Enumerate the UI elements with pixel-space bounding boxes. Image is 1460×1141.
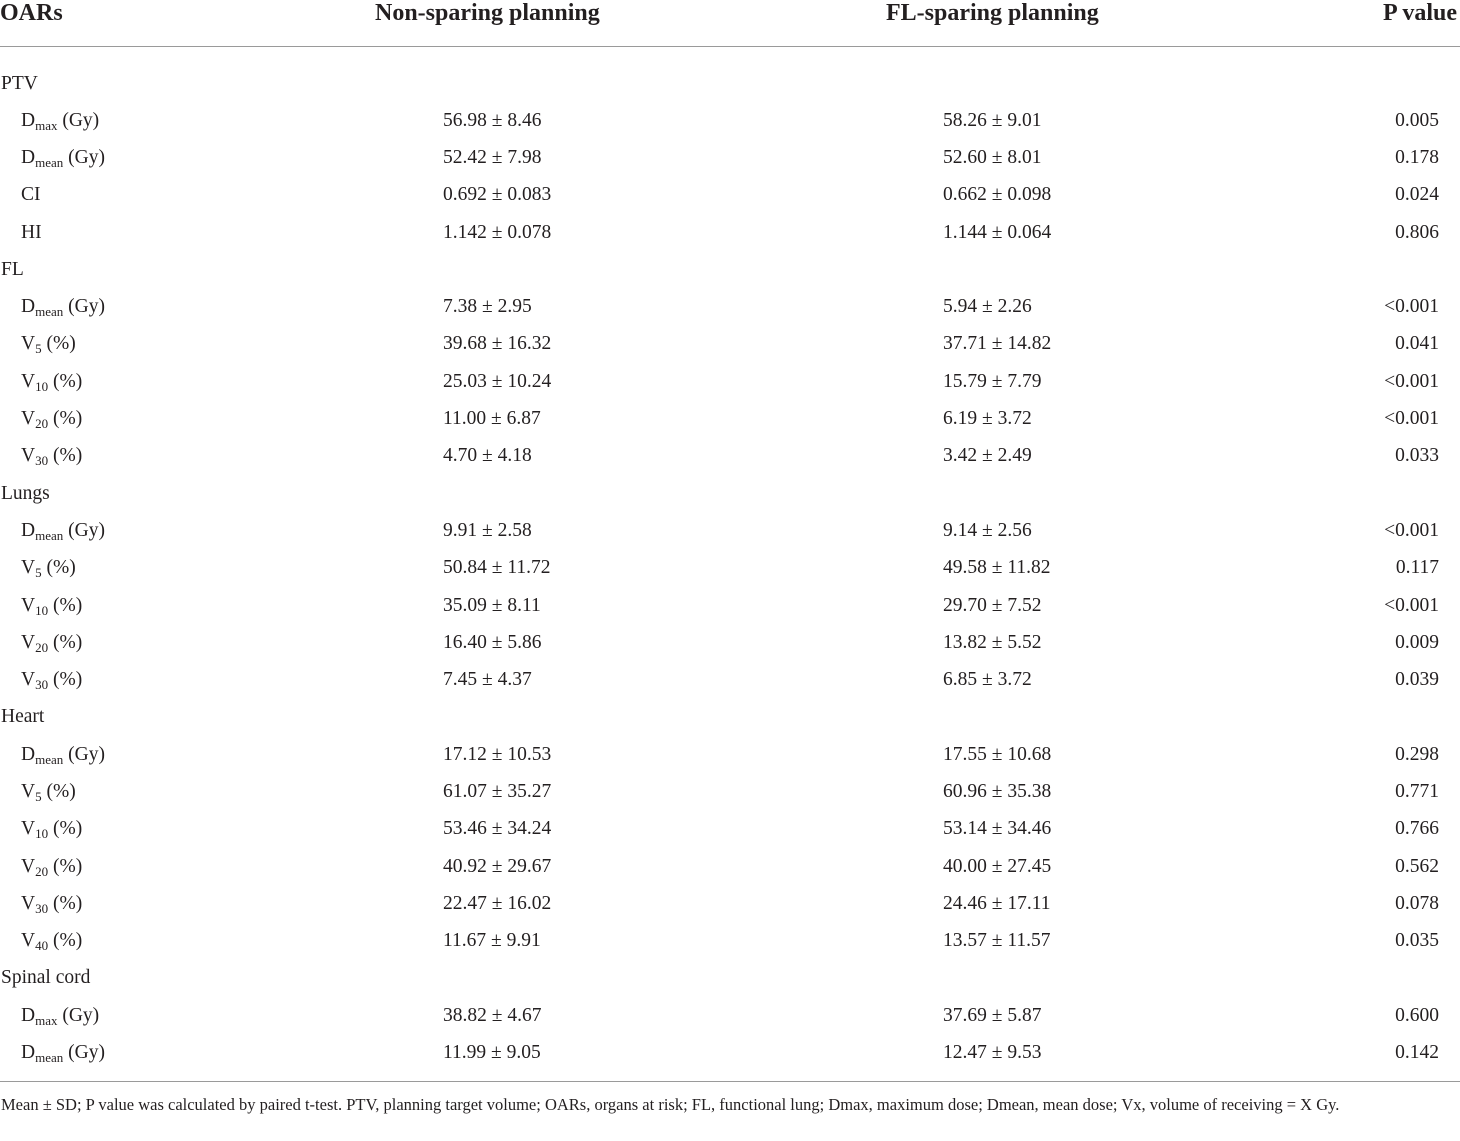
metric-label: CI <box>21 184 41 206</box>
table-row <box>0 550 1460 587</box>
p-value: 0.142 <box>1395 1042 1439 1064</box>
p-value: 0.562 <box>1395 855 1439 877</box>
table-row <box>0 400 1460 437</box>
p-value: 0.005 <box>1395 109 1439 131</box>
fl-sparing-value: 49.58 ± 11.82 <box>943 557 1051 579</box>
table-row <box>0 923 1460 960</box>
non-sparing-value: 16.40 ± 5.86 <box>443 631 542 653</box>
metric-label: $V_{20}$ (%) <box>21 855 83 879</box>
p-value: 0.078 <box>1395 892 1439 914</box>
fl-sparing-value: 3.42 ± 2.49 <box>943 445 1032 467</box>
metric-label: $V_{30}$ (%) <box>21 892 83 916</box>
group-row-fl <box>0 251 1460 288</box>
metric-label: $V_{10}$ (%) <box>21 818 83 842</box>
p-value: 0.806 <box>1395 221 1439 243</box>
non-sparing-value: 7.45 ± 4.37 <box>443 669 532 691</box>
fl-sparing-value: 9.14 ± 2.56 <box>943 519 1032 541</box>
non-sparing-value: 61.07 ± 35.27 <box>443 780 552 802</box>
table-row <box>0 139 1460 176</box>
metric-label: $D_{mean}$ (Gy) <box>21 1042 105 1066</box>
table-row <box>0 214 1460 251</box>
fl-sparing-value: 6.85 ± 3.72 <box>943 669 1032 691</box>
fl-sparing-value: 29.70 ± 7.52 <box>943 594 1042 616</box>
p-value: <0.001 <box>1384 519 1439 541</box>
fl-sparing-value: 6.19 ± 3.72 <box>943 408 1032 430</box>
table-row <box>0 587 1460 624</box>
p-value: 0.766 <box>1395 818 1439 840</box>
fl-sparing-value: 60.96 ± 35.38 <box>943 780 1052 802</box>
metric-label: $D_{max}$ (Gy) <box>21 109 100 133</box>
fl-sparing-value: 53.14 ± 34.46 <box>943 818 1052 840</box>
fl-sparing-value: 13.57 ± 11.57 <box>943 930 1051 952</box>
header-oars: OARs <box>0 0 250 47</box>
table-row <box>0 811 1460 848</box>
p-value: 0.117 <box>1395 557 1439 579</box>
metric-label: $D_{mean}$ (Gy) <box>21 146 105 170</box>
p-value: 0.298 <box>1395 743 1439 765</box>
fl-sparing-value: 17.55 ± 10.68 <box>943 743 1052 765</box>
header-fl-sparing: FL-sparing planning <box>750 0 1250 47</box>
metric-label: $V_{20}$ (%) <box>21 408 83 432</box>
table-row <box>0 288 1460 325</box>
table-row <box>0 848 1460 885</box>
non-sparing-value: 9.91 ± 2.58 <box>443 519 532 541</box>
p-value: <0.001 <box>1384 370 1439 392</box>
metric-label: $D_{max}$ (Gy) <box>21 1004 100 1028</box>
non-sparing-value: 0.692 ± 0.083 <box>443 184 552 206</box>
non-sparing-value: 11.99 ± 9.05 <box>443 1042 541 1064</box>
header-row <box>0 0 1460 47</box>
p-value: 0.024 <box>1395 184 1439 206</box>
table-row <box>0 1034 1460 1071</box>
fl-sparing-value: 12.47 ± 9.53 <box>943 1042 1042 1064</box>
p-value: 0.033 <box>1395 445 1439 467</box>
group-label: PTV <box>1 73 38 94</box>
non-sparing-value: 56.98 ± 8.46 <box>443 109 542 131</box>
non-sparing-value: 39.68 ± 16.32 <box>443 333 552 355</box>
metric-label: $V_{40}$ (%) <box>21 930 83 954</box>
fl-sparing-value: 52.60 ± 8.01 <box>943 146 1042 168</box>
fl-sparing-value: 15.79 ± 7.79 <box>943 370 1042 392</box>
p-value: <0.001 <box>1384 594 1439 616</box>
metric-label: $V_{20}$ (%) <box>21 631 83 655</box>
fl-sparing-value: 13.82 ± 5.52 <box>943 631 1042 653</box>
non-sparing-value: 38.82 ± 4.67 <box>443 1004 542 1026</box>
group-label: Heart <box>1 706 45 728</box>
non-sparing-value: 52.42 ± 7.98 <box>443 146 542 168</box>
non-sparing-value: 35.09 ± 8.11 <box>443 594 541 616</box>
non-sparing-value: 53.46 ± 34.24 <box>443 818 552 840</box>
non-sparing-value: 22.47 ± 16.02 <box>443 892 552 914</box>
p-value: <0.001 <box>1384 408 1439 430</box>
non-sparing-value: 50.84 ± 11.72 <box>443 557 551 579</box>
metric-label: $V_5$ (%) <box>21 333 76 357</box>
table-row <box>0 661 1460 698</box>
non-sparing-value: 25.03 ± 10.24 <box>443 370 552 392</box>
table-row <box>0 624 1460 661</box>
header-non-sparing: Non-sparing planning <box>250 0 750 47</box>
table-row <box>0 885 1460 922</box>
table-row <box>0 997 1460 1034</box>
table-body <box>0 47 1460 1072</box>
fl-sparing-value: 24.46 ± 17.11 <box>943 892 1051 914</box>
table-row <box>0 177 1460 214</box>
metric-label: $V_5$ (%) <box>21 780 76 804</box>
group-label: Lungs <box>1 482 50 504</box>
group-label: Spinal cord <box>1 967 91 989</box>
p-value: 0.039 <box>1395 669 1439 691</box>
metric-label: $V_{10}$ (%) <box>21 370 83 394</box>
group-row-heart <box>0 699 1460 736</box>
p-value: <0.001 <box>1384 296 1439 318</box>
metric-label: $V_{10}$ (%) <box>21 594 83 618</box>
fl-sparing-value: 37.69 ± 5.87 <box>943 1004 1042 1026</box>
metric-label: $V_{30}$ (%) <box>21 669 83 693</box>
non-sparing-value: 17.12 ± 10.53 <box>443 743 552 765</box>
metric-label: $D_{mean}$ (Gy) <box>21 296 105 320</box>
fl-sparing-value: 58.26 ± 9.01 <box>943 109 1042 131</box>
non-sparing-value: 11.67 ± 9.91 <box>443 930 541 952</box>
group-row-lungs <box>0 475 1460 512</box>
p-value: 0.041 <box>1395 333 1439 355</box>
footer-divider <box>0 1081 1460 1082</box>
group-row-spinal-cord <box>0 960 1460 997</box>
table-footnote: Mean ± SD; P value was calculated by paired t-test. PTV, planning target volume; OARs, organs at risk; FL, functional lung; Dmax, maximum dose; Dmean, mean dose; Vx, volume of receiving = X Gy. <box>1 1095 1340 1114</box>
fl-sparing-value: 5.94 ± 2.26 <box>943 296 1032 318</box>
metric-label: $D_{mean}$ (Gy) <box>21 519 105 543</box>
non-sparing-value: 11.00 ± 6.87 <box>443 408 541 430</box>
table-row <box>0 736 1460 773</box>
fl-sparing-value: 1.144 ± 0.064 <box>943 221 1052 243</box>
fl-sparing-value: 37.71 ± 14.82 <box>943 333 1052 355</box>
metric-label: $V_{30}$ (%) <box>21 445 83 469</box>
p-value: 0.771 <box>1395 780 1439 802</box>
metric-label: $D_{mean}$ (Gy) <box>21 743 105 767</box>
p-value: 0.178 <box>1395 146 1439 168</box>
table-row <box>0 773 1460 810</box>
non-sparing-value: 1.142 ± 0.078 <box>443 221 552 243</box>
table-row <box>0 102 1460 139</box>
p-value: 0.035 <box>1395 930 1439 952</box>
group-row-ptv <box>0 47 1460 103</box>
table-row <box>0 512 1460 549</box>
non-sparing-value: 40.92 ± 29.67 <box>443 855 552 877</box>
group-label: FL <box>1 258 24 280</box>
metric-label: HI <box>21 221 42 243</box>
table-row <box>0 438 1460 475</box>
table-header <box>0 0 1460 47</box>
fl-sparing-value: 0.662 ± 0.098 <box>943 184 1052 206</box>
metric-label: $V_5$ (%) <box>21 557 76 581</box>
header-p-value: P value <box>1250 0 1460 47</box>
fl-sparing-value: 40.00 ± 27.45 <box>943 855 1052 877</box>
table-row <box>0 363 1460 400</box>
p-value: 0.600 <box>1395 1004 1439 1026</box>
p-value: 0.009 <box>1395 631 1439 653</box>
table-row <box>0 326 1460 363</box>
non-sparing-value: 4.70 ± 4.18 <box>443 445 532 467</box>
non-sparing-value: 7.38 ± 2.95 <box>443 296 532 318</box>
